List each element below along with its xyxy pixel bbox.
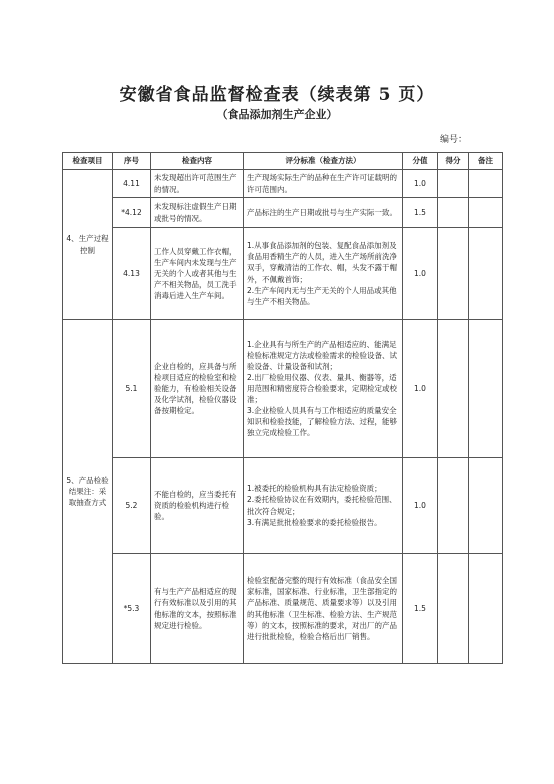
row-criteria — [244, 198, 403, 228]
code-number-label: 编号： — [440, 135, 468, 145]
header-score-obtained: 得分 — [438, 153, 469, 170]
table-header-row — [63, 153, 503, 170]
table-row — [63, 458, 503, 554]
row-criteria — [244, 458, 403, 554]
row-score: 1.0 — [403, 170, 438, 198]
criteria-line: 产品标注的生产日期或批号与生产实际一致。 — [247, 207, 397, 217]
row-criteria — [244, 228, 403, 320]
row-obtained-score[interactable] — [438, 198, 469, 228]
row-content: 不能自检的，应当委托有资质的检验机构进行检验。 — [151, 458, 244, 554]
row-score: 1.0 — [403, 228, 438, 320]
criteria-line: 1.从事食品添加剂的包装、复配食品添加剂及食品用香精生产的人员，进入生产场所前洗净双手，穿戴清洁的工作衣、帽，头发不露于帽外，不佩戴首饰； — [247, 241, 397, 284]
row-content: 有与生产产品相适应的现行有效标准以及引用的其他标准的文本，按照标准规定进行检验。 — [151, 554, 244, 664]
header-inspection-item: 检查项目 — [63, 153, 113, 170]
table-row — [63, 198, 503, 228]
row-number: *4.12 — [113, 198, 151, 228]
row-remarks[interactable] — [469, 228, 503, 320]
page-title: 安徽省食品监督检查表（续表第 5 页） — [119, 85, 435, 105]
criteria-line: 3.企业检验人员具有与工作相适应的质量安全知识和检验技能，了解检验方法、过程，能够独立完成检验工作。 — [247, 406, 397, 438]
row-number: 5.2 — [113, 458, 151, 554]
row-criteria — [244, 554, 403, 664]
header-score-value: 分值 — [403, 153, 438, 170]
row-criteria — [244, 170, 403, 198]
row-obtained-score[interactable] — [438, 320, 469, 458]
row-score: 1.0 — [403, 320, 438, 458]
criteria-line: 1.被委托的检验机构具有法定检验资质； — [247, 484, 382, 494]
criteria-line: 2.出厂检验用仪器、仪表、量具、衡器等，适用范围和精密度符合检验要求，定期检定或校准； — [247, 372, 397, 405]
row-obtained-score[interactable] — [438, 554, 469, 664]
header-scoring-standard: 评分标准（检查方法） — [244, 153, 403, 170]
row-obtained-score[interactable] — [438, 458, 469, 554]
row-content: 未发现超出许可范围生产的情况。 — [151, 170, 244, 198]
section-name: 4、生产过程控制 — [63, 170, 113, 320]
row-score: 1.0 — [403, 458, 438, 554]
row-number: 5.1 — [113, 320, 151, 458]
row-remarks[interactable] — [469, 170, 503, 198]
row-score: 1.5 — [403, 198, 438, 228]
row-content: 未发现标注虚假生产日期或批号的情况。 — [151, 198, 244, 228]
row-obtained-score[interactable] — [438, 170, 469, 198]
row-number: *5.3 — [113, 554, 151, 664]
row-number: 4.13 — [113, 228, 151, 320]
row-remarks[interactable] — [469, 458, 503, 554]
row-obtained-score[interactable] — [438, 228, 469, 320]
table-row — [63, 170, 503, 198]
row-remarks[interactable] — [469, 320, 503, 458]
criteria-line: 2.生产车间内无与生产无关的个人用品或其他与生产不相关物品。 — [247, 285, 397, 306]
criteria-line: 3.有满足批批检验要求的委托检验报告。 — [247, 517, 382, 527]
table-row — [63, 228, 503, 320]
criteria-line: 检验室配备完整的现行有效标准（食品安全国家标准，国家标准、行业标准，卫生部指定的产品标准、质量规范、质量要求等）以及引用的其他标准（卫生标准、检验方法、生产规范等）的文本，按照标准的要求，对出厂的产品进行批批检验，检验合格后出厂销售。 — [247, 576, 397, 641]
table-row — [63, 320, 503, 458]
criteria-line: 2.委托检验协议在有效期内，委托检验范围、批次符合规定； — [247, 495, 397, 516]
section-name: 5、产品检验结果注：采取抽查方式 — [63, 320, 113, 664]
header-inspection-content: 检查内容 — [151, 153, 244, 170]
page-subtitle: （食品添加剂生产企业） — [216, 108, 338, 121]
criteria-line: 生产现场实际生产的品种在生产许可证载明的许可范围内。 — [247, 173, 397, 194]
table-row — [63, 554, 503, 664]
criteria-line: 1.企业具有与所生产的产品相适应的、能满足检验标准规定方法或检验需求的检验设备、试验设备、计量设备和试剂； — [247, 339, 397, 371]
row-number: 4.11 — [113, 170, 151, 198]
row-content: 企业自检的，应具备与所检项目适应的检验室和检验能力，有检验相关设备及化学试剂，检验仪器设备按期检定。 — [151, 320, 244, 458]
row-remarks[interactable] — [469, 554, 503, 664]
row-score: 1.5 — [403, 554, 438, 664]
header-remarks: 备注 — [469, 153, 503, 170]
row-remarks[interactable] — [469, 198, 503, 228]
row-criteria — [244, 320, 403, 458]
inspection-table — [62, 152, 503, 664]
row-content: 工作人员穿戴工作衣帽，生产车间内未发现与生产无关的个人或者其他与生产不相关物品，员工洗手消毒后进入生产车间。 — [151, 228, 244, 320]
header-serial-no: 序号 — [113, 153, 151, 170]
